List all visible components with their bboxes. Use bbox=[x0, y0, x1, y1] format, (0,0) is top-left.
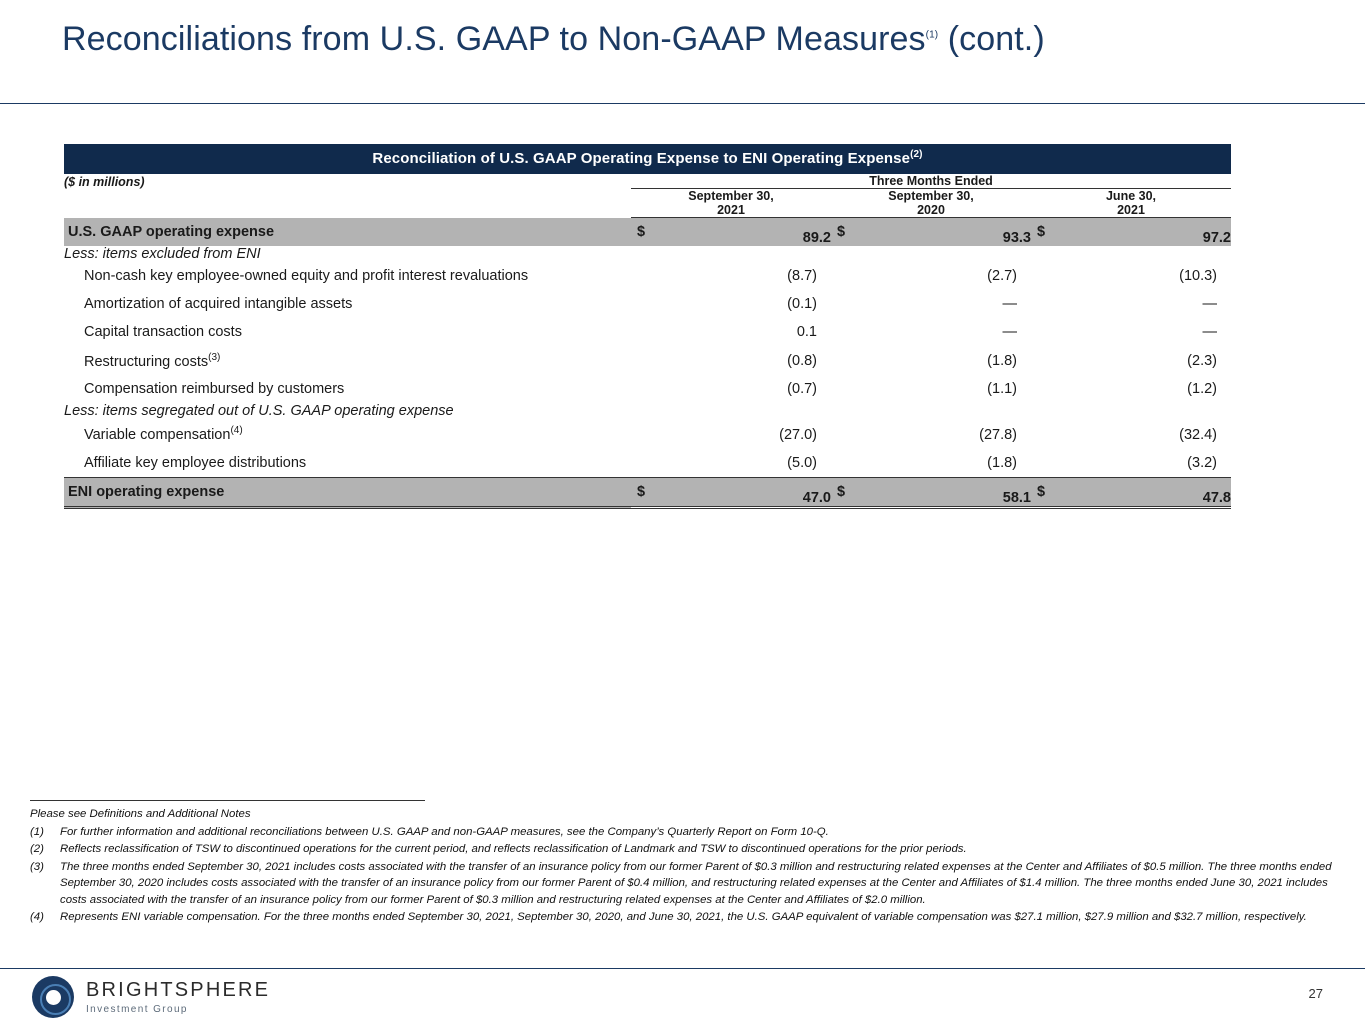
row-value: (5.0) bbox=[787, 455, 817, 472]
footnote-number: (2) bbox=[30, 843, 44, 856]
table-header-row-period bbox=[64, 174, 1231, 189]
row-label-footnote-marker: (3) bbox=[208, 351, 221, 363]
company-logo bbox=[32, 976, 270, 1018]
reconciliation-table bbox=[64, 174, 1231, 509]
logo-text-block bbox=[86, 979, 270, 1015]
footnote-text: For further information and additional reconciliations between U.S. GAAP and non-GAAP measures, see the Company’s Quarterly Report on Form 10-Q. bbox=[60, 825, 829, 838]
row-label: Non-cash key employee-owned equity and profit interest revaluations bbox=[84, 267, 529, 284]
row-label: Amortization of acquired intangible assets bbox=[84, 295, 353, 312]
table-row bbox=[64, 346, 1231, 376]
page-number: 27 bbox=[1308, 986, 1323, 1001]
footnote-item bbox=[30, 859, 1340, 909]
footer-divider bbox=[0, 968, 1365, 969]
row-value: (1.1) bbox=[987, 381, 1017, 398]
reconciliation-table-container bbox=[64, 144, 1231, 509]
row-label: Capital transaction costs bbox=[84, 323, 242, 340]
row-label bbox=[64, 419, 631, 449]
page-title bbox=[62, 20, 1045, 59]
row-label bbox=[64, 346, 631, 376]
row-value bbox=[631, 218, 831, 246]
table-row bbox=[64, 419, 1231, 449]
value-text: 89.2 bbox=[802, 229, 831, 246]
row-value: (1.8) bbox=[987, 455, 1017, 472]
currency-symbol: $ bbox=[637, 484, 646, 501]
brightsphere-logo-icon bbox=[32, 976, 74, 1018]
units-label: ($ in millions) bbox=[64, 174, 145, 189]
section-label: Less: items excluded from ENI bbox=[64, 245, 261, 262]
value-text: 47.0 bbox=[802, 490, 831, 507]
row-value: (8.7) bbox=[787, 267, 817, 284]
currency-symbol: $ bbox=[1037, 484, 1046, 501]
value-text: 93.3 bbox=[1002, 229, 1031, 246]
row-value bbox=[1031, 218, 1231, 246]
row-label-footnote-marker: (4) bbox=[230, 425, 243, 437]
table-header-row-dates bbox=[64, 189, 1231, 204]
value-text: 47.8 bbox=[1202, 490, 1231, 507]
logo-company-name: BRIGHTSPHERE bbox=[86, 979, 271, 1001]
row-value: (0.7) bbox=[787, 381, 817, 398]
row-value: (27.8) bbox=[979, 427, 1017, 444]
row-value bbox=[1031, 478, 1231, 508]
row-value: (3.2) bbox=[1187, 455, 1217, 472]
title-divider bbox=[0, 103, 1365, 104]
table-banner bbox=[64, 144, 1231, 174]
currency-symbol: $ bbox=[837, 224, 846, 240]
row-value: (0.8) bbox=[787, 353, 817, 370]
row-value: — bbox=[1002, 295, 1017, 312]
row-value: (0.1) bbox=[787, 295, 817, 312]
logo-company-tagline: Investment Group bbox=[86, 1004, 188, 1015]
column-header-year-2: 2020 bbox=[831, 203, 1031, 218]
row-value: (27.0) bbox=[779, 427, 817, 444]
footnote-number: (3) bbox=[30, 860, 44, 873]
row-value: — bbox=[1202, 295, 1217, 312]
footnote-number: (1) bbox=[30, 825, 44, 838]
page-title-footnote-marker: (1) bbox=[925, 29, 939, 41]
page-title-main: Reconciliations from U.S. GAAP to Non-GAAP Measures bbox=[62, 20, 926, 58]
table-banner-footnote-marker: (2) bbox=[910, 149, 923, 160]
row-value bbox=[631, 478, 831, 508]
table-header-row-years bbox=[64, 203, 1231, 218]
table-section-row bbox=[64, 246, 1231, 262]
column-header-year-1: 2021 bbox=[631, 203, 831, 218]
value-text: 97.2 bbox=[1202, 229, 1231, 246]
row-value: (1.2) bbox=[1187, 381, 1217, 398]
column-header-date-1: September 30, bbox=[688, 189, 774, 203]
row-label: U.S. GAAP operating expense bbox=[64, 218, 631, 246]
value-text: 58.1 bbox=[1002, 490, 1031, 507]
column-header-year-3: 2021 bbox=[1031, 203, 1231, 218]
footnote-item bbox=[30, 824, 1340, 841]
row-value: — bbox=[1202, 323, 1217, 340]
footnote-item bbox=[30, 841, 1340, 858]
footnote-text: Reflects reclassification of TSW to discontinued operations for the current period, and reflects reclassification of Landmark and TSW to discontinued operations for the prior periods. bbox=[60, 843, 967, 856]
table-row bbox=[64, 290, 1231, 318]
row-value: — bbox=[1002, 323, 1017, 340]
row-label: Compensation reimbursed by customers bbox=[84, 381, 345, 398]
row-value: (2.7) bbox=[987, 267, 1017, 284]
row-label-text: Variable compensation bbox=[84, 427, 231, 444]
row-label: ENI operating expense bbox=[64, 478, 631, 508]
row-value: (10.3) bbox=[1179, 267, 1217, 284]
footnote-divider bbox=[30, 800, 425, 801]
empty-cell bbox=[64, 189, 631, 204]
section-label: Less: items segregated out of U.S. GAAP operating expense bbox=[64, 403, 454, 420]
period-group-header: Three Months Ended bbox=[631, 174, 1231, 189]
column-header-date-3: June 30, bbox=[1105, 189, 1157, 203]
footnote-lead: Please see Definitions and Additional Notes bbox=[30, 808, 251, 820]
table-row bbox=[64, 375, 1231, 403]
footnote-text: The three months ended September 30, 2021 includes costs associated with the transfer of an insurance policy from our former Parent of $0.3 million and restructuring related expenses at the Center and Affiliates of $0.5 million. The three months ended September 30, 2020 includes costs associated with the transfer of an insurance policy from our former Parent of $0.4 million, and restructuring related expenses at the Center and Affiliates of $1.4 million. The three months ended June 30, 2021 includes costs associated with the transfer of an insurance policy from our former Parent of $0.3 million and restructuring related expenses at the Center and Affiliates of $2.0 million. bbox=[60, 860, 1332, 906]
table-row bbox=[64, 318, 1231, 346]
table-row bbox=[64, 218, 1231, 246]
row-value: 0.1 bbox=[796, 323, 817, 340]
table-row bbox=[64, 449, 1231, 478]
page-title-tail: (cont.) bbox=[938, 20, 1045, 58]
row-value: (1.8) bbox=[987, 353, 1017, 370]
row-value: (32.4) bbox=[1179, 427, 1217, 444]
table-section-row bbox=[64, 403, 1231, 419]
row-label: Affiliate key employee distributions bbox=[84, 455, 307, 472]
empty-cell bbox=[64, 203, 631, 218]
footnote-item bbox=[30, 909, 1340, 926]
table-banner-text: Reconciliation of U.S. GAAP Operating Expense to ENI Operating Expense bbox=[372, 150, 911, 167]
footnote-number: (4) bbox=[30, 911, 44, 924]
row-value: (2.3) bbox=[1187, 353, 1217, 370]
currency-symbol: $ bbox=[1037, 224, 1046, 240]
footnote-text: Represents ENI variable compensation. For the three months ended September 30, 2021, September 30, 2020, and June 30, 2021, the U.S. GAAP equivalent of variable compensation was $27.1 million, $27.9 million and $32.7 million, respectively. bbox=[60, 911, 1307, 924]
table-total-row bbox=[64, 478, 1231, 508]
column-header-date-2: September 30, bbox=[888, 189, 974, 203]
row-label-text: Restructuring costs bbox=[84, 353, 209, 370]
row-value bbox=[831, 478, 1031, 508]
row-value bbox=[831, 218, 1031, 246]
footnotes bbox=[30, 806, 1340, 927]
table-row bbox=[64, 262, 1231, 290]
currency-symbol: $ bbox=[637, 224, 646, 240]
currency-symbol: $ bbox=[837, 484, 846, 501]
